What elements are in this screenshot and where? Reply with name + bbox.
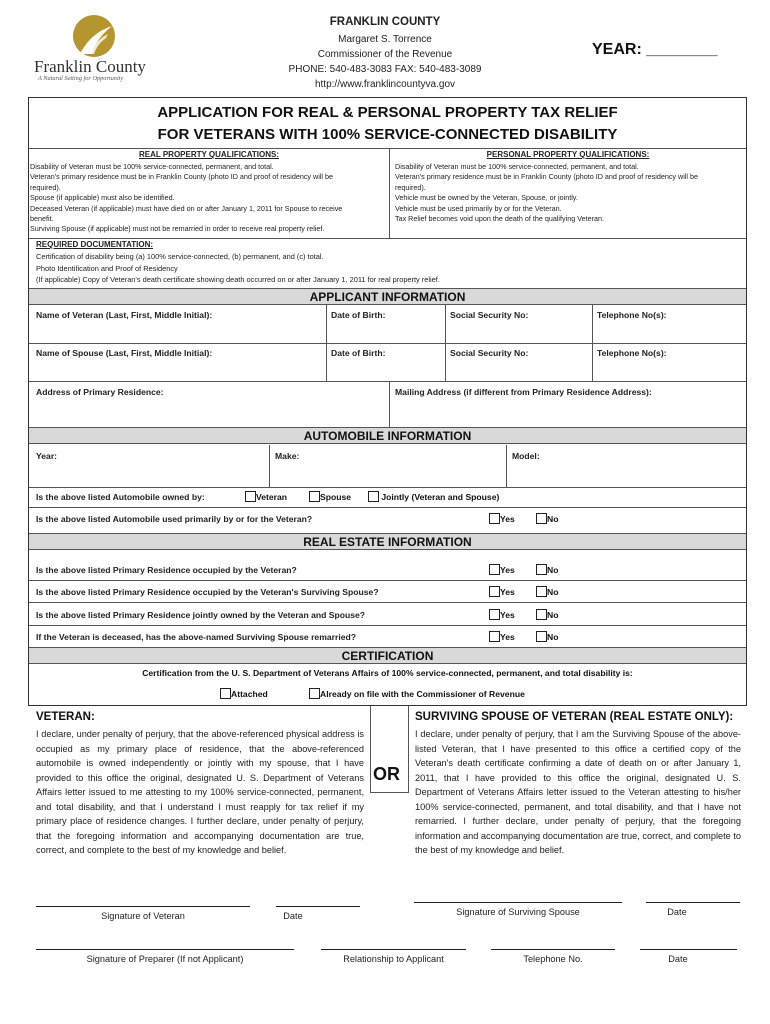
certification-text: Certification from the U. S. Department of Veterans Affairs of 100% service-connected, permanent, and total disability is: [142, 668, 633, 678]
veteran-declaration-heading: VETERAN: [36, 711, 95, 723]
checkbox[interactable] [489, 631, 500, 642]
real-estate-heading: REAL ESTATE INFORMATION [29, 533, 746, 550]
veteran-signature-line[interactable] [36, 906, 250, 907]
list-item: Deceased Veteran (if applicable) must have died on or after January 1, 2011 for Spouse to receive [30, 203, 343, 213]
list-item: Tax Relief becomes void upon the death of the qualifying Veteran. [395, 214, 604, 224]
checkbox[interactable] [489, 513, 500, 524]
personal-property-heading: PERSONAL PROPERTY QUALIFICATIONS: [486, 150, 650, 159]
preparer-date-line[interactable] [640, 949, 737, 950]
applicant-info-heading: APPLICANT INFORMATION [29, 288, 746, 305]
checkbox[interactable] [368, 491, 379, 502]
veteran-date-label: Date [283, 911, 303, 921]
re-question-3: Is the above listed Primary Residence jointly owned by the Veteran and Spouse? [36, 610, 366, 620]
spouse-declaration-text: I declare, under penalty of perjury, that I am the Surviving Spouse of the above-listed Veteran, that I have presented to this office a certified copy of the Veteran's death certificate confirming a date of death on or after January 1, 2011, that I have provided to this office the original, designated U. S. Department of Veterans Affairs letter issued to the Veteran attesting to his/her 100% service-connected, permanent, and total disability, and that I have not remarried. I further declare, under penalty of perjury, that the foregoing information and accompanying documentation are true, correct, and complete to the best of my knowledge and belief. [415, 729, 741, 855]
preparer-signature-label: Signature of Preparer (If not Applicant) [86, 954, 244, 964]
checkbox[interactable] [489, 564, 500, 575]
list-item: Vehicle must be used primarily by or for the Veteran. [395, 203, 562, 213]
county-name: FRANKLIN COUNTY [329, 16, 441, 28]
auto-used-no[interactable]: No [536, 513, 558, 524]
re-q2-no[interactable]: No [536, 586, 558, 597]
checkbox[interactable] [536, 609, 547, 620]
divider [29, 238, 746, 239]
divider [389, 381, 390, 427]
real-property-heading: REAL PROPERTY QUALIFICATIONS: [138, 150, 279, 159]
re-question-4: If the Veteran is deceased, has the above-named Surviving Spouse remarried? [36, 632, 356, 642]
re-q2-yes[interactable]: Yes [489, 586, 515, 597]
required-docs-list [36, 251, 736, 286]
re-question-1: Is the above listed Primary Residence occupied by the Veteran? [36, 565, 297, 575]
personal-property-list [395, 162, 747, 224]
checkbox[interactable] [220, 688, 231, 699]
auto-model-field[interactable]: Model: [512, 451, 540, 461]
list-item: Disability of Veteran must be 100% service-connected, permanent, and total. [30, 162, 274, 171]
mailing-address-field[interactable]: Mailing Address (if different from Primary Residence Address): [395, 387, 652, 397]
auto-make-field[interactable]: Make: [275, 451, 300, 461]
auto-owned-question: Is the above listed Automobile owned by: [36, 492, 205, 502]
divider [29, 381, 746, 382]
list-item: Veteran's primary residence must be in Franklin County (photo ID and proof of residency will be [395, 172, 698, 182]
telephone-line[interactable] [491, 949, 615, 950]
real-property-list [30, 162, 388, 235]
preparer-date-label: Date [668, 954, 688, 964]
form-title-line1: APPLICATION FOR REAL & PERSONAL PROPERTY TAX RELIEF [157, 104, 618, 121]
certification-heading: CERTIFICATION [29, 647, 746, 664]
divider [370, 706, 371, 793]
commissioner-title: Commissioner of the Revenue [317, 49, 453, 60]
re-q1-yes[interactable]: Yes [489, 564, 515, 575]
checkbox[interactable] [536, 513, 547, 524]
owned-jointly-option[interactable]: Jointly (Veteran and Spouse) [368, 491, 499, 502]
owned-veteran-option[interactable]: Veteran [245, 491, 287, 502]
veteran-declaration-text: I declare, under penalty of perjury, that the above-referenced physical address is occupied as my primary place of residence, that the above-referenced automobile is owned independently or jointly with my spouse, that I have provided to this office the original, designated U. S. Department of Veterans Affairs letter issued to me attesting to my 100% service-connected, permanent, and total disability, and that I understand I must reapply for tax relief if my primary place of residence changes. I further declare, under penalty of perjury, that the foregoing information and accompanying documentation are true, correct, and complete to the best of my knowledge and belief. [36, 729, 364, 855]
divider [29, 625, 746, 626]
spouse-ssn-field[interactable]: Social Security No: [450, 348, 529, 358]
divider [389, 148, 390, 238]
owned-spouse-option[interactable]: Spouse [309, 491, 351, 502]
checkbox[interactable] [536, 586, 547, 597]
divider [370, 792, 409, 793]
re-q3-no[interactable]: No [536, 609, 558, 620]
list-item: Disability of Veteran must be 100% service-connected, permanent, and total. [395, 162, 639, 171]
required-docs-heading: REQUIRED DOCUMENTATION: [36, 240, 154, 249]
spouse-signature-label: Signature of Surviving Spouse [456, 907, 580, 917]
re-q4-no[interactable]: No [536, 631, 558, 642]
spouse-declaration-heading: SURVIVING SPOUSE OF VETERAN (REAL ESTATE ONLY): [415, 711, 734, 723]
telephone-label: Telephone No. [523, 954, 583, 964]
auto-year-field[interactable]: Year: [36, 451, 58, 461]
logo-tagline: A Natural Setting for Opportunity [38, 75, 124, 82]
spouse-date-line[interactable] [646, 902, 740, 903]
divider [29, 507, 746, 508]
year-field[interactable]: YEAR: ________ [592, 41, 718, 58]
checkbox[interactable] [245, 491, 256, 502]
list-item: Veteran's primary residence must be in Franklin County (photo ID and proof of residency will be [30, 172, 333, 182]
veteran-ssn-field[interactable]: Social Security No: [450, 310, 529, 320]
divider [29, 148, 746, 149]
list-item: required). [30, 182, 61, 192]
auto-used-yes[interactable]: Yes [489, 513, 515, 524]
website-url: http://www.franklincountyva.gov [314, 79, 456, 90]
primary-address-field[interactable]: Address of Primary Residence: [36, 387, 164, 397]
list-item: Photo Identification and Proof of Residency [36, 263, 178, 273]
divider [29, 343, 746, 344]
relationship-line[interactable] [321, 949, 466, 950]
relationship-label: Relationship to Applicant [343, 954, 444, 964]
spouse-dob-field[interactable]: Date of Birth: [331, 348, 386, 358]
veteran-date-line[interactable] [276, 906, 360, 907]
checkbox[interactable] [536, 631, 547, 642]
list-item: Vehicle must be owned by the Veteran, Spouse, or jointly. [395, 193, 578, 203]
veteran-signature-label: Signature of Veteran [101, 911, 185, 921]
re-q1-no[interactable]: No [536, 564, 558, 575]
or-label: OR [373, 764, 400, 784]
checkbox[interactable] [489, 609, 500, 620]
spouse-name-field[interactable]: Name of Spouse (Last, First, Middle Initial): [36, 348, 213, 358]
spouse-date-label: Date [667, 907, 687, 917]
commissioner-name: Margaret S. Torrence [338, 34, 432, 45]
veteran-dob-field[interactable]: Date of Birth: [331, 310, 386, 320]
checkbox[interactable] [309, 491, 320, 502]
automobile-info-heading: AUTOMOBILE INFORMATION [29, 427, 746, 444]
list-item: Certification of disability being (a) 100% service-connected, (b) permanent, and (c) total. [36, 252, 324, 261]
logo-text: Franklin County [34, 57, 146, 76]
spouse-phone-field[interactable]: Telephone No(s): [597, 348, 667, 358]
divider [506, 445, 507, 487]
re-question-2: Is the above listed Primary Residence occupied by the Veteran's Surviving Spouse? [36, 587, 379, 597]
checkbox[interactable] [489, 586, 500, 597]
contact-info: PHONE: 540-483-3083 FAX: 540-483-3089 [288, 64, 482, 75]
spouse-signature-line[interactable] [414, 902, 622, 903]
re-q3-yes[interactable]: Yes [489, 609, 515, 620]
divider [29, 580, 746, 581]
list-item: (If applicable) Copy of Veteran's death certificate showing death occurred on or after January 1, 2011 for real property relief. [36, 275, 440, 284]
divider [408, 706, 409, 793]
preparer-signature-line[interactable] [36, 949, 294, 950]
re-q4-yes[interactable]: Yes [489, 631, 515, 642]
list-item: Spouse (if applicable) must also be identified. [30, 193, 175, 203]
checkbox[interactable] [309, 688, 320, 699]
veteran-phone-field[interactable]: Telephone No(s): [597, 310, 667, 320]
list-item: Surviving Spouse (if applicable) must not be remarried in order to receive real property relief. [30, 224, 325, 234]
form-title-line2: FOR VETERANS WITH 100% SERVICE-CONNECTED DISABILITY [157, 126, 618, 143]
auto-used-question: Is the above listed Automobile used primarily by or for the Veteran? [36, 514, 313, 524]
divider [269, 445, 270, 487]
divider [29, 602, 746, 603]
cert-on-file-option[interactable]: Already on file with the Commissioner of Revenue [309, 688, 525, 699]
cert-attached-option[interactable]: Attached [220, 688, 268, 699]
veteran-name-field[interactable]: Name of Veteran (Last, First, Middle Initial): [36, 310, 213, 320]
list-item: required). [395, 182, 426, 192]
checkbox[interactable] [536, 564, 547, 575]
list-item: benefit. [30, 214, 54, 224]
divider [29, 487, 746, 488]
